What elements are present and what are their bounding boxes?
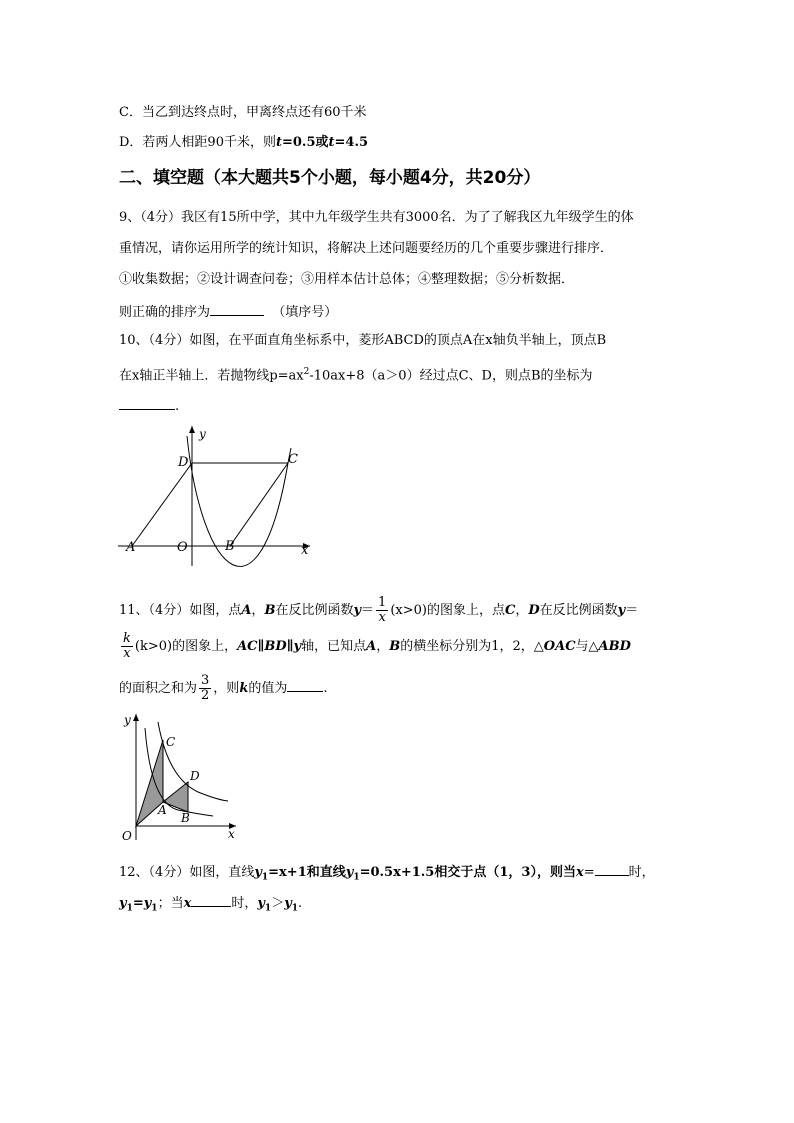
label-o: O	[177, 540, 188, 555]
q10-figure	[110, 418, 330, 578]
option-d-text: D．若两人相距90千米，则	[119, 135, 276, 150]
parabola	[187, 436, 291, 566]
q10-line1: 10、（4分）如图，在平面直角坐标系中，菱形ABCD的顶点A在x轴负半轴上，顶点B	[119, 333, 607, 348]
q10-line2: 在x轴正半轴上．若抛物线$p=ax^2-10ax+8(a>0)$经过点C、D，则点B的坐标为	[119, 367, 593, 384]
label-a: A	[126, 540, 136, 555]
label-d: D	[178, 455, 189, 470]
q9-answer-blank[interactable]	[210, 302, 264, 316]
label-x: x	[228, 827, 235, 841]
section-heading: 二、填空题（本大题共5个小题，每小题4分，共20分）	[119, 168, 541, 188]
q10-answer-blank[interactable]	[119, 396, 175, 410]
q11-line3: 的面积之和为 $\frac{3}{2}$ ，则k的值为 .	[119, 673, 328, 703]
option-d: D．若两人相距90千米，则t=0.5或t=4.5	[119, 135, 369, 150]
q11-answer-blank[interactable]	[287, 678, 323, 692]
q12-line2: $y_1=y_1$；当x 时，$y_1>y_1$.	[119, 893, 302, 918]
label-y: y	[199, 427, 206, 441]
label-b: B	[225, 539, 235, 554]
q11-line1: 11、（4分）如图，点A，B在反比例函数y＝ $\frac{1}{x}$ (x>0)的图象上，点C，D在反比例函数y＝	[119, 595, 639, 625]
label-b: B	[181, 811, 190, 825]
q11-figure	[118, 708, 248, 848]
label-c: C	[288, 452, 298, 467]
option-c: C．当乙到达终点时，甲离终点还有60千米	[119, 105, 367, 120]
triangle-abd	[163, 782, 188, 812]
side-ad	[132, 463, 192, 546]
q12-answer-blank-2[interactable]	[191, 893, 231, 907]
fraction-k-over-x: $\frac{k}{x}$	[123, 631, 131, 661]
y-axis-arrow	[133, 714, 139, 721]
q12-line1: 12、（4分）如图，直线$y_1=x+1$和直线$y_1=0.5x+1.5$相交于点（1，3），则当x= 时，	[119, 862, 655, 887]
q11-line2: $\frac{k}{x}$ (k>0)的图象上，AC∥BD∥y轴，已知点A，B的横坐标分别为1，2，△OAC与△ABD	[123, 631, 631, 661]
fraction-1-over-x: $\frac{1}{x}$	[378, 595, 387, 625]
label-o: O	[122, 829, 132, 843]
label-a: A	[158, 803, 167, 817]
q12-answer-blank-1[interactable]	[595, 862, 629, 876]
label-d: D	[190, 769, 200, 783]
fraction-3-over-2: $\frac{3}{2}$	[201, 673, 210, 703]
label-y: y	[124, 713, 131, 727]
q9-line1: 9、（4分）我区有15所中学，其中九年级学生共有3000名．为了了解我区九年级学生的体	[119, 210, 634, 225]
q9-line3: ①收集数据；②设计调查问卷；③用样本估计总体；④整理数据；⑤分析数据．	[119, 272, 575, 287]
y-axis-arrow	[189, 426, 195, 433]
curve-y-k-over-x	[158, 722, 228, 801]
label-x: x	[301, 543, 309, 558]
q10-line3: .	[119, 396, 179, 416]
q9-line4: 则正确的排序为 （填序号）	[119, 302, 337, 322]
q9-line2: 重情况，请你运用所学的统计知识，将解决上述问题要经历的几个重要步骤进行排序．	[119, 241, 614, 256]
label-c: C	[166, 735, 176, 749]
